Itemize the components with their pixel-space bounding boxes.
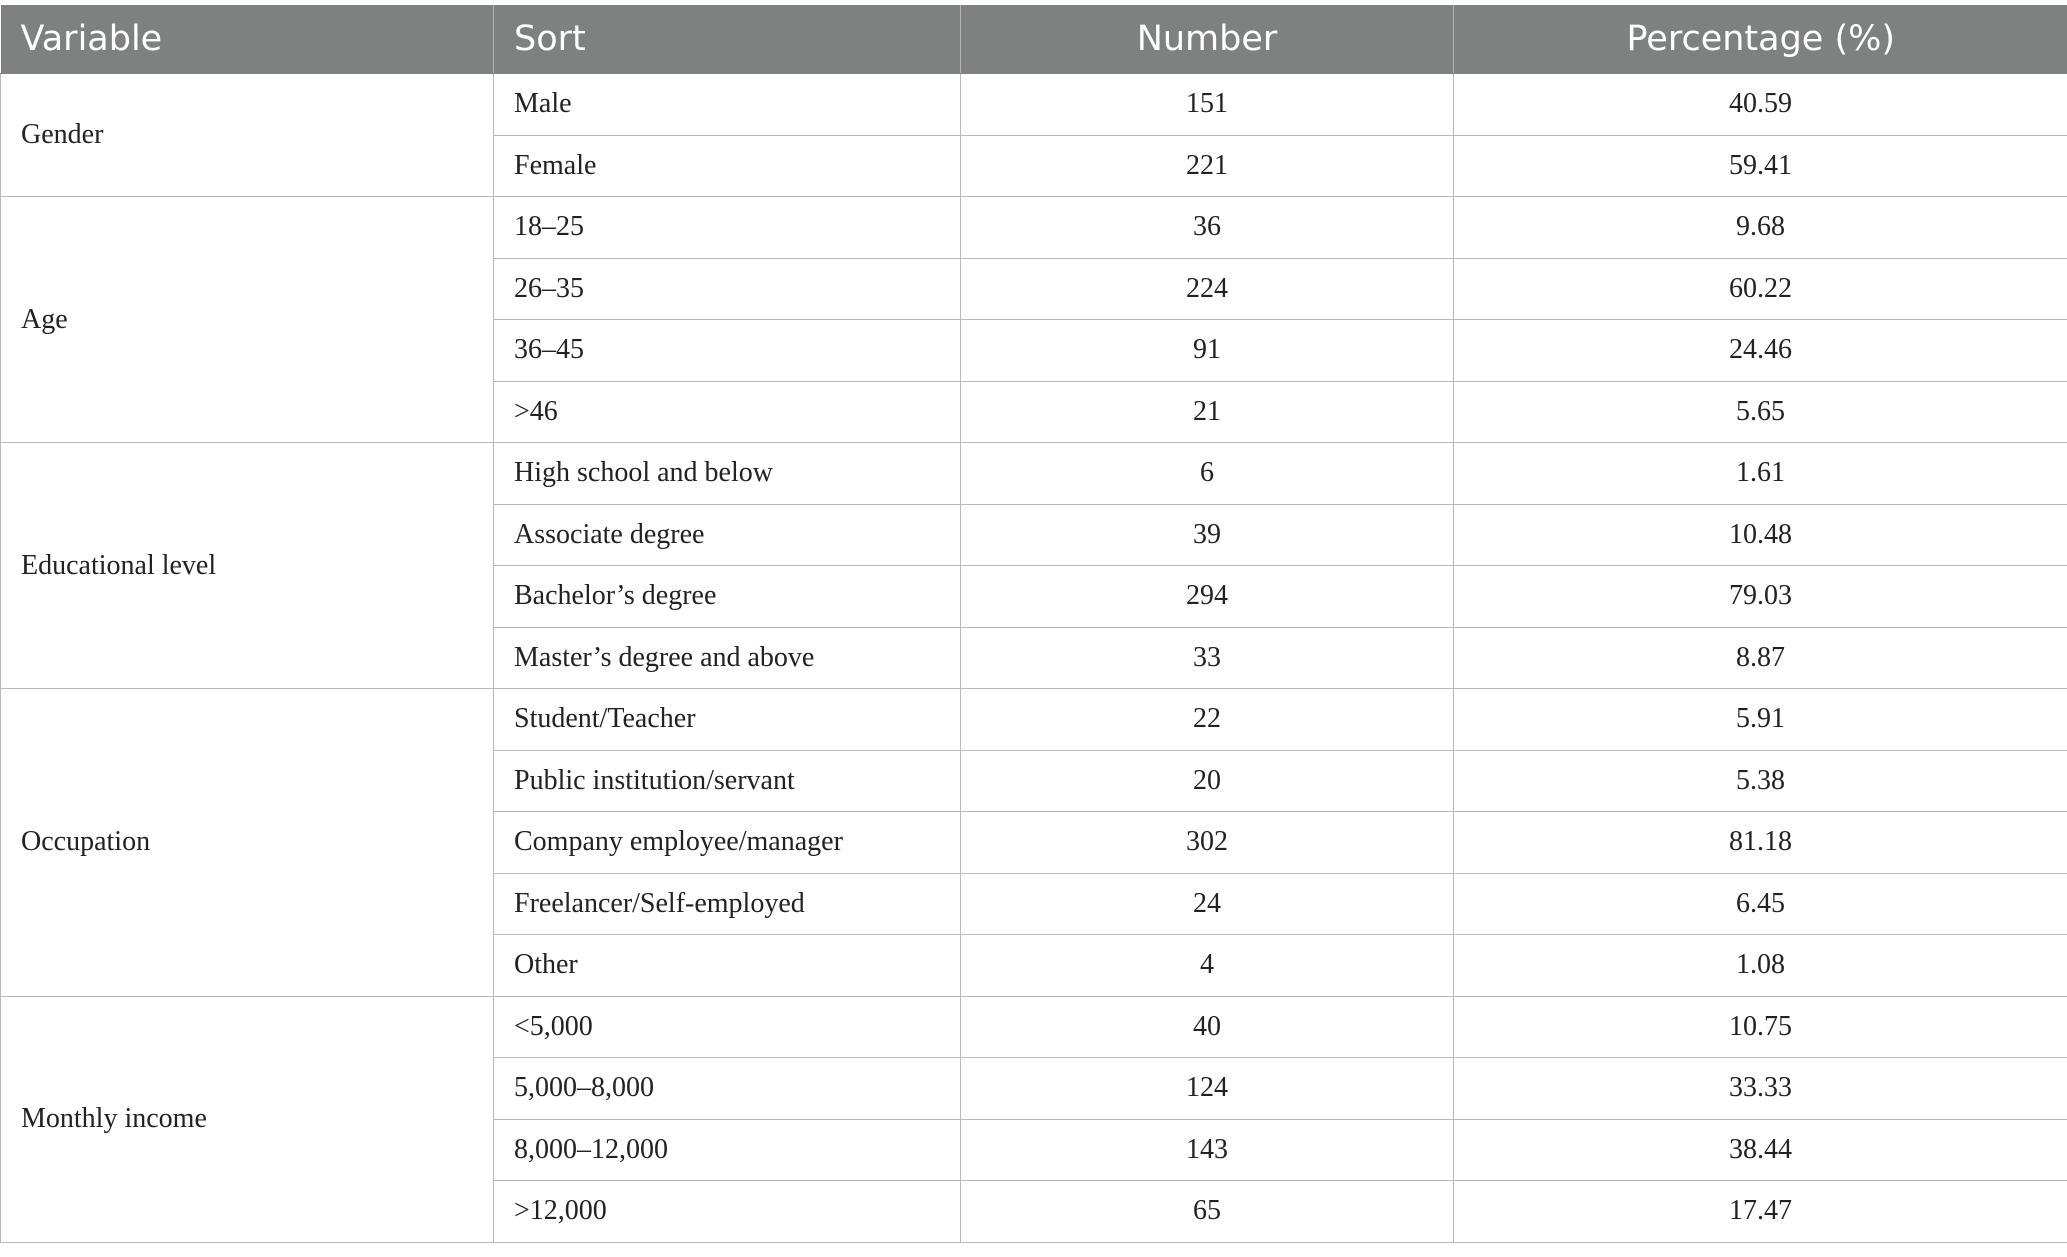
variable-cell: Gender	[1, 74, 494, 197]
percentage-cell: 5.38	[1454, 750, 2067, 812]
sort-cell: 8,000–12,000	[494, 1119, 961, 1181]
percentage-cell: 79.03	[1454, 566, 2067, 628]
number-cell: 143	[961, 1119, 1454, 1181]
number-cell: 124	[961, 1058, 1454, 1120]
percentage-cell: 1.61	[1454, 443, 2067, 505]
sort-cell: Master’s degree and above	[494, 627, 961, 689]
sort-cell: 5,000–8,000	[494, 1058, 961, 1120]
number-cell: 224	[961, 258, 1454, 320]
table-row	[1, 689, 2067, 751]
sort-cell: Male	[494, 74, 961, 136]
number-cell: 22	[961, 689, 1454, 751]
percentage-cell: 33.33	[1454, 1058, 2067, 1120]
demographics-table	[0, 5, 2067, 1243]
sort-cell: 18–25	[494, 197, 961, 259]
percentage-cell: 1.08	[1454, 935, 2067, 997]
number-cell: 302	[961, 812, 1454, 874]
sort-cell: >12,000	[494, 1181, 961, 1243]
number-cell: 151	[961, 74, 1454, 136]
number-cell: 65	[961, 1181, 1454, 1243]
header-variable: Variable	[1, 5, 494, 74]
number-cell: 40	[961, 996, 1454, 1058]
percentage-cell: 38.44	[1454, 1119, 2067, 1181]
header-row	[1, 5, 2067, 74]
header-sort: Sort	[494, 5, 961, 74]
percentage-cell: 17.47	[1454, 1181, 2067, 1243]
number-cell: 294	[961, 566, 1454, 628]
percentage-cell: 81.18	[1454, 812, 2067, 874]
sort-cell: Freelancer/Self-employed	[494, 873, 961, 935]
percentage-cell: 6.45	[1454, 873, 2067, 935]
variable-cell: Occupation	[1, 689, 494, 997]
number-cell: 39	[961, 504, 1454, 566]
percentage-cell: 8.87	[1454, 627, 2067, 689]
percentage-cell: 10.75	[1454, 996, 2067, 1058]
variable-cell: Monthly income	[1, 996, 494, 1242]
sort-cell: 36–45	[494, 320, 961, 382]
percentage-cell: 10.48	[1454, 504, 2067, 566]
variable-cell: Educational level	[1, 443, 494, 689]
percentage-cell: 9.68	[1454, 197, 2067, 259]
number-cell: 4	[961, 935, 1454, 997]
sort-cell: 26–35	[494, 258, 961, 320]
percentage-cell: 40.59	[1454, 74, 2067, 136]
sort-cell: Female	[494, 135, 961, 197]
number-cell: 20	[961, 750, 1454, 812]
percentage-cell: 59.41	[1454, 135, 2067, 197]
header-number: Number	[961, 5, 1454, 74]
sort-cell: Associate degree	[494, 504, 961, 566]
sort-cell: Company employee/manager	[494, 812, 961, 874]
table-row	[1, 197, 2067, 259]
sort-cell: High school and below	[494, 443, 961, 505]
sort-cell: Public institution/servant	[494, 750, 961, 812]
sort-cell: Student/Teacher	[494, 689, 961, 751]
variable-cell: Age	[1, 197, 494, 443]
sort-cell: >46	[494, 381, 961, 443]
percentage-cell: 24.46	[1454, 320, 2067, 382]
sort-cell: Other	[494, 935, 961, 997]
percentage-cell: 5.91	[1454, 689, 2067, 751]
percentage-cell: 5.65	[1454, 381, 2067, 443]
sort-cell: Bachelor’s degree	[494, 566, 961, 628]
number-cell: 33	[961, 627, 1454, 689]
number-cell: 91	[961, 320, 1454, 382]
table-body	[1, 74, 2067, 1243]
header-percentage: Percentage (%)	[1454, 5, 2067, 74]
demographics-table-container	[0, 5, 2067, 1243]
table-row	[1, 443, 2067, 505]
number-cell: 221	[961, 135, 1454, 197]
table-header	[1, 5, 2067, 74]
table-row	[1, 74, 2067, 136]
number-cell: 21	[961, 381, 1454, 443]
percentage-cell: 60.22	[1454, 258, 2067, 320]
number-cell: 24	[961, 873, 1454, 935]
number-cell: 36	[961, 197, 1454, 259]
table-row	[1, 996, 2067, 1058]
sort-cell: <5,000	[494, 996, 961, 1058]
number-cell: 6	[961, 443, 1454, 505]
